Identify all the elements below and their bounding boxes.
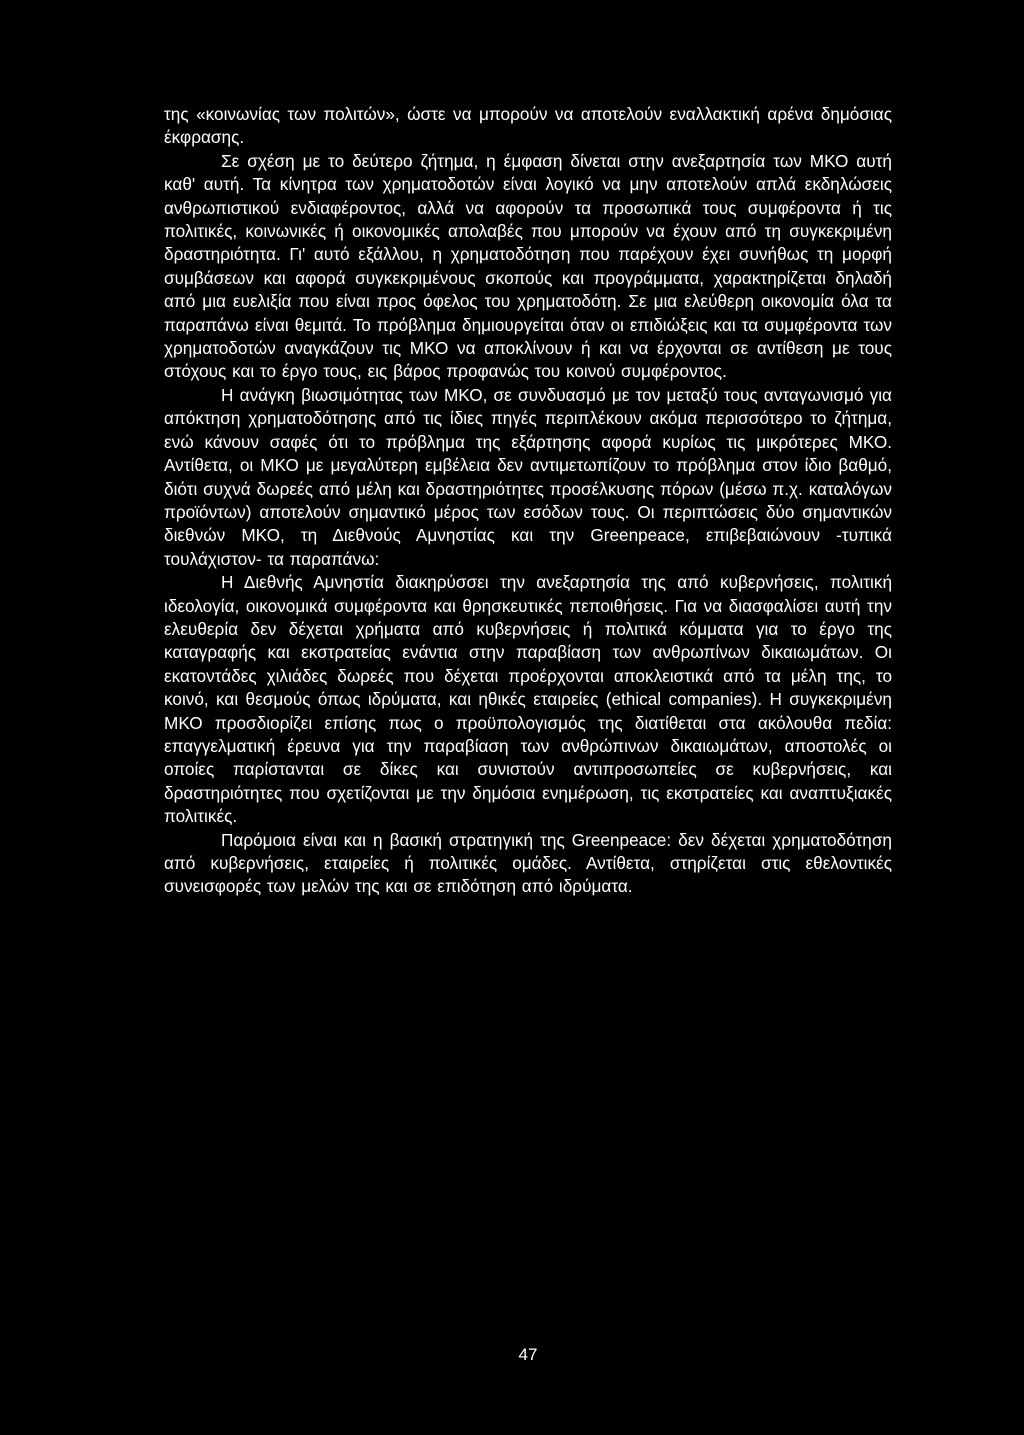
- body-text: [164, 103, 892, 899]
- paragraph-greenpeace: [164, 829, 892, 899]
- paragraph-text: Η ανάγκη βιωσιμότητας των ΜΚΟ, σε συνδυασμό με τον μεταξύ τους ανταγωνισμό για απόκτηση χρηματοδότησης από τις ίδιες πηγές περιπλέκουν ακόμα περισσότερο το ζήτημα, ενώ κάνουν σαφές ότι το πρόβλημα της εξάρτησης αφορά κυρίως τις μικρότερες ΜΚΟ. Αντίθετα, οι ΜΚΟ με μεγαλύτερη εμβέλεια δεν αντιμετωπίζουν το πρόβλημα στον ίδιο βαθμό, διότι συχνά δωρεές από μέλη και δραστηριότητες προσέλκυσης πόρων (μέσω π.χ. καταλόγων προϊόντων) αποτελούν σημαντικό μέρος των εσόδων τους. Οι περιπτώσεις δύο σημαντικών διεθνών ΜΚΟ, τη Διεθνούς Αμνηστίας και την Greenpeace, επιβεβαιώνουν -τυπικά τουλάχιστον- τα παραπάνω:: [164, 384, 892, 569]
- paragraph-amnesty: [164, 571, 892, 828]
- paragraph-text: Σε σχέση με το δεύτερο ζήτημα, η έμφαση δίνεται στην ανεξαρτησία των ΜΚΟ αυτή καθ' αυτή. Τα κίνητρα των χρηματοδοτών είναι λογικό να μην αποτελούν απλά εκδηλώσεις ανθρωπιστικού ενδιαφέροντος, αλλά να αφορούν τα προσωπικά τους συμφέροντα ή τις πολιτικές, κοινωνικές ή οικονομικές απολαβές που μπορούν να έχουν από τη συγκεκριμένη δραστηριότητα. Γι' αυτό εξάλλου, η χρηματοδότηση που παρέχουν έχει συνήθως τη μορφή συμβάσεων και αφορά συγκεκριμένους σκοπούς και προγράμματα, χαρακτηρίζεται δηλαδή από μια ευελιξία που είναι προς όφελος του χρηματοδότη. Σε μια ελεύθερη οικονομία όλα τα παραπάνω είναι θεμιτά. Το πρόβλημα δημιουργείται όταν οι επιδιώξεις και τα συμφέροντα των χρηματοδοτών αναγκάζουν τις ΜΚΟ να αποκλίνουν ή και να έρχονται σε αντίθεση με τους στόχους και το έργο τους, εις βάρος προφανώς του κοινού συμφέροντος.: [164, 150, 892, 382]
- paragraph-text: Παρόμοια είναι και η βασική στρατηγική της Greenpeace: δεν δέχεται χρηματοδότηση από κυβερνήσεις, εταιρείες ή πολιτικές ομάδες. Αντίθετα, στηρίζεται στις εθελοντικές συνεισφορές των μελών της και σε επιδότηση από ιδρύματα.: [164, 829, 892, 897]
- paragraph-text: Η Διεθνής Αμνηστία διακηρύσσει την ανεξαρτησία της από κυβερνήσεις, πολιτική ιδεολογία, οικονομικά συμφέροντα και θρησκευτικές πεποιθήσεις. Για να διασφαλίσει αυτή την ελευθερία δεν δέχεται χρήματα από κυβερνήσεις ή πολιτικά κόμματα για το έργο της καταγραφής και εκστρατείας ενάντια στην παραβίαση των ανθρωπίνων δικαιωμάτων. Οι εκατοντάδες χιλιάδες δωρεές που δέχεται προέρχονται αποκλειστικά από τα μέλη της, το κοινό, και θεσμούς όπως ιδρύματα, και ηθικές εταιρείες (ethical companies). Η συγκεκριμένη ΜΚΟ προσδιορίζει επίσης πως ο προϋπολογισμός της διατίθεται στα ακόλουθα πεδία: επαγγελματική έρευνα για την παραβίαση των ανθρώπινων δικαιωμάτων, αποστολές οι οποίες παρίστανται σε δίκες και συνιστούν αντιπροσωπείες σε κυβερνήσεις, και δραστηριότητες που σχετίζονται με την δημόσια ενημέρωση, τις εκστρατείες και αναπτυξιακές πολιτικές.: [164, 572, 892, 827]
- paragraph-continuation: [164, 103, 892, 150]
- paragraph-sustainability: [164, 384, 892, 571]
- paragraph-independence: [164, 150, 892, 384]
- page-number: 47: [518, 1345, 538, 1364]
- paragraph-text: της «κοινωνίας των πολιτών», ώστε να μπορούν να αποτελούν εναλλακτική αρένα δημόσιας έκφρασης.: [164, 104, 892, 148]
